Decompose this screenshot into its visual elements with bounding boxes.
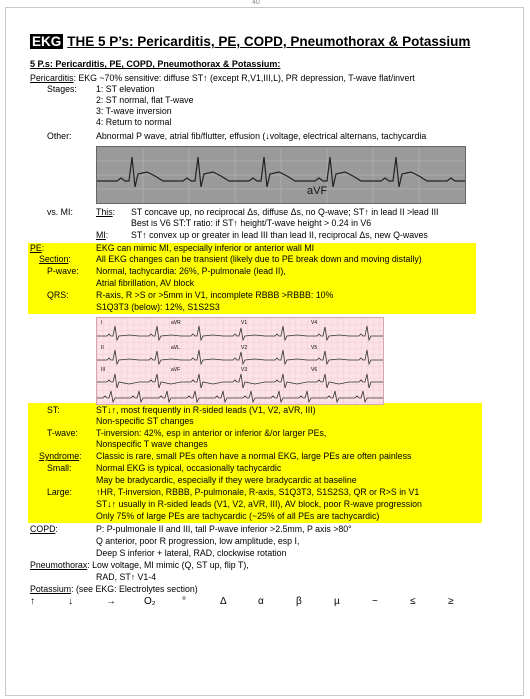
delta-symbol: Δ	[220, 596, 227, 607]
st-label: ST:	[47, 405, 60, 415]
pwave-line-2: Atrial fibrillation, AV block	[96, 278, 195, 288]
lead-v5: V5	[311, 345, 318, 351]
arrow-up-symbol: ↑	[30, 596, 35, 607]
pericarditis-ecg-trace	[97, 147, 465, 203]
syndrome-label: Syndrome:	[39, 451, 82, 461]
degree-symbol: °	[182, 596, 186, 607]
st-line-1: ST↓↑, most frequently in R-sided leads (V1, V2, aVR, III)	[96, 405, 316, 415]
large-line-3: Only 75% of large PEs are tachycardic (~25% of all PEs are tachycardic)	[96, 511, 380, 521]
stage-4: 4: Return to normal	[96, 117, 172, 127]
copd-label: COPD:	[30, 524, 58, 534]
other-label: Other:	[47, 131, 72, 141]
pwave-line-1: Normal, tachycardia: 26%, P-pulmonale (lead II),	[96, 266, 286, 276]
stage-2: 2: ST normal, flat T-wave	[96, 95, 194, 105]
small-line-1: Normal EKG is typical, occasionally tachycardic	[96, 463, 282, 473]
alpha-symbol: α	[258, 596, 264, 607]
potassium-line: Potassium: (see EKG: Electrolytes section)	[30, 584, 198, 594]
twave-label: T-wave:	[47, 428, 78, 438]
large-line-2: ST↓↑ usually in R-sided leads (V1, V2, aVR, III), AV block, poor R-wave progression	[96, 499, 422, 509]
ecg-lead-label: aVF	[307, 185, 328, 197]
large-line-1: ↑HR, T-inversion, RBBB, P-pulmonale, R-axis, S1Q3T3, S1S2S3, QR or R>S in V1	[96, 487, 420, 497]
geq-symbol: ≥	[448, 596, 454, 607]
stage-3: 3: T-wave inversion	[96, 106, 172, 116]
other-text: Abnormal P wave, atrial fib/flutter, effusion (↓voltage, electrical alternans, tachycardia	[96, 131, 427, 141]
this-label: This:	[96, 207, 116, 217]
qrs-line-2: S1Q3T3 (below): 12%, S1S2S3	[96, 302, 220, 312]
copd-line-2: Q anterior, poor R progression, low amplitude, esp I,	[96, 536, 300, 546]
pe-label: PE:	[30, 243, 45, 253]
section-text: All EKG changes can be transient (likely due to PE break down and moving distally)	[96, 254, 422, 264]
qrs-line-1: R-axis, R >S or >5mm in V1, incomplete RBBB >RBBB: 10%	[96, 290, 334, 300]
lead-v6: V6	[311, 367, 318, 373]
twave-line-2: Nonspecific T wave changes	[96, 439, 208, 449]
pericarditis-text: : EKG ~70% sensitive: diffuse ST↑ (except R,V1,III,L), PR depression, T-wave flat/invert	[73, 73, 415, 83]
leq-symbol: ≤	[410, 596, 416, 607]
vsmi-label: vs. MI:	[47, 207, 73, 217]
syndrome-text: Classic is rare, small PEs often have a normal EKG, large PEs are often painless	[96, 451, 412, 461]
title-text: THE 5 P’s: Pericarditis, PE, COPD, Pneumothorax & Potassium	[67, 34, 471, 49]
lead-v2: V2	[241, 345, 248, 351]
copd-line-3: Deep S inferior + lateral, RAD, clockwise rotation	[96, 548, 287, 558]
pe-12-lead-ecg-image	[96, 317, 384, 405]
pneumothorax-line-2: RAD, ST↑ V1-4	[96, 572, 157, 582]
large-label: Large:	[47, 487, 72, 497]
small-line-2: May be bradycardic, especially if they were bradycardic at baseline	[96, 475, 357, 485]
stage-1: 1: ST elevation	[96, 84, 155, 94]
lead-avl: aVL	[171, 345, 180, 351]
lead-v1: V1	[241, 320, 248, 326]
lead-ii: II	[101, 345, 104, 351]
stages-label: Stages:	[47, 84, 77, 94]
qrs-label: QRS:	[47, 290, 69, 300]
arrow-down-symbol: ↓	[68, 596, 73, 607]
pneumothorax-line: Pneumothorax: Low voltage, MI mimic (Q, ST up, flip T),	[30, 560, 249, 570]
lead-i: I	[101, 320, 103, 326]
small-label: Small:	[47, 463, 72, 473]
lead-v3: V3	[241, 367, 248, 373]
lead-avr: aVR	[171, 320, 181, 326]
symbol-row	[30, 596, 486, 607]
pericarditis-label: Pericarditis	[30, 73, 74, 83]
oxygen-symbol: O₂	[144, 596, 156, 607]
this-text: ST concave up, no reciprocal Δs, diffuse Δs, no Q-wave; ST↑ in lead II >lead III	[131, 207, 439, 217]
copd-line-1: P: P-pulmonale II and III, tall P-wave inferior >2.5mm, P axis >80°	[96, 524, 352, 534]
tilde-symbol: ~	[372, 596, 378, 607]
title-tag: EKG	[32, 34, 62, 49]
pwave-label: P-wave:	[47, 266, 79, 276]
st-line-2: Non-specific ST changes	[96, 416, 194, 426]
lead-iii: III	[101, 367, 106, 373]
lead-v4: V4	[311, 320, 318, 326]
pe-ecg-grid	[97, 318, 383, 404]
pericarditis-line	[30, 73, 415, 84]
pe-text: EKG can mimic MI, especially inferior or anterior wall MI	[96, 243, 315, 253]
arrow-right-symbol: →	[106, 596, 116, 607]
this-text-2: Best is V6 ST:T ratio: if ST↑ height/T-wave height > 0.24 in V6	[131, 218, 372, 228]
beta-symbol: β	[296, 596, 302, 607]
mu-symbol: µ	[334, 596, 340, 607]
section-label: Section:	[39, 254, 71, 264]
mi-text: ST↑ convex up or greater in lead III than lead II, reciprocal Δs, new Q-waves	[131, 230, 428, 240]
twave-line-1: T-inversion: 42%, esp in anterior or inferior &/or larger PEs,	[96, 428, 327, 438]
page-number: 40	[252, 0, 260, 6]
pericarditis-ecg-image	[96, 146, 466, 204]
lead-avf: aVF	[171, 367, 181, 373]
mi-label: MI:	[96, 230, 109, 240]
page-title	[30, 34, 470, 49]
section-subtitle: 5 P.s: Pericarditis, PE, COPD, Pneumothorax & Potassium:	[30, 59, 281, 69]
